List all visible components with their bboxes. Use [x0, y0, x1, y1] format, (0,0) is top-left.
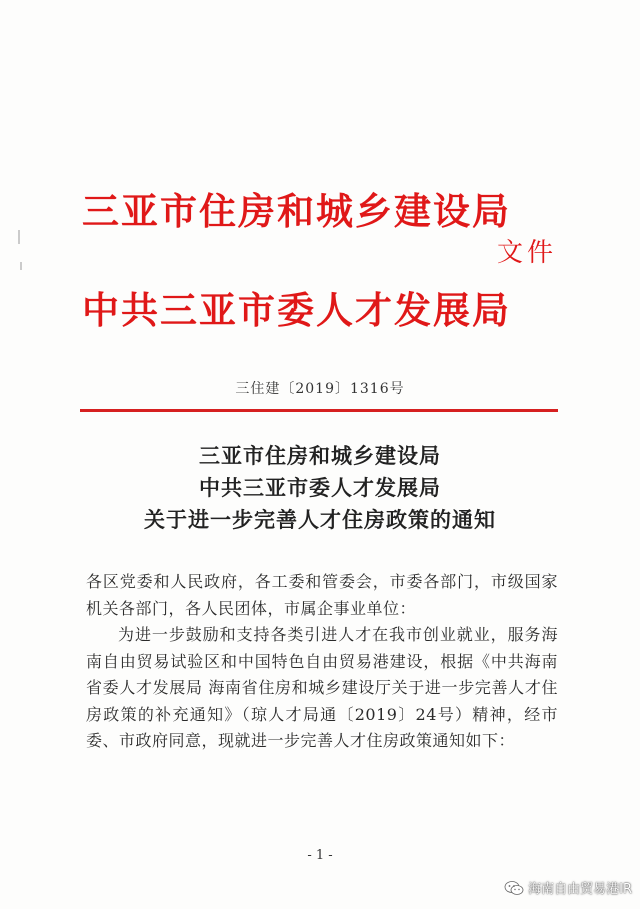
scan-mark-left	[18, 230, 20, 244]
issuer-name-2: 中共三亚市委人才发展局	[82, 289, 511, 332]
page-number: - 1 -	[307, 848, 333, 863]
title-line-2: 中共三亚市委人才发展局	[199, 475, 441, 500]
watermark-text: 海南自由贸易港IR	[528, 882, 632, 897]
title-line-3: 关于进一步完善人才住房政策的通知	[144, 507, 496, 532]
document-number: 三住建〔2019〕1316号	[235, 381, 405, 397]
doc-type-label: 文件	[497, 238, 558, 268]
scan-mark-left-2	[20, 262, 22, 270]
red-separator-line	[80, 409, 558, 412]
salutation: 各区党委和人民政府，各工委和管委会，市委各部门，市级国家机关各部门，各人民团体，市属企事业单位：	[86, 572, 558, 618]
wechat-watermark	[504, 878, 632, 897]
title-line-1: 三亚市住房和城乡建设局	[199, 443, 441, 468]
issuer-name-1: 三亚市住房和城乡建设局	[82, 190, 511, 233]
body-paragraph-1: 为进一步鼓励和支持各类引进人才在我市创业就业，服务海南自由贸易试验区和中国特色自由贸易港建设，根据《中共海南省委人才发展局 海南省住房和城乡建设厅关于进一步完善人才住房政策的补充通知》（琼人才局通〔2019〕24号）精神，经市委、市政府同意，现就进一步完善人才住房政策通知如下：	[86, 625, 558, 750]
wechat-icon	[504, 880, 524, 896]
